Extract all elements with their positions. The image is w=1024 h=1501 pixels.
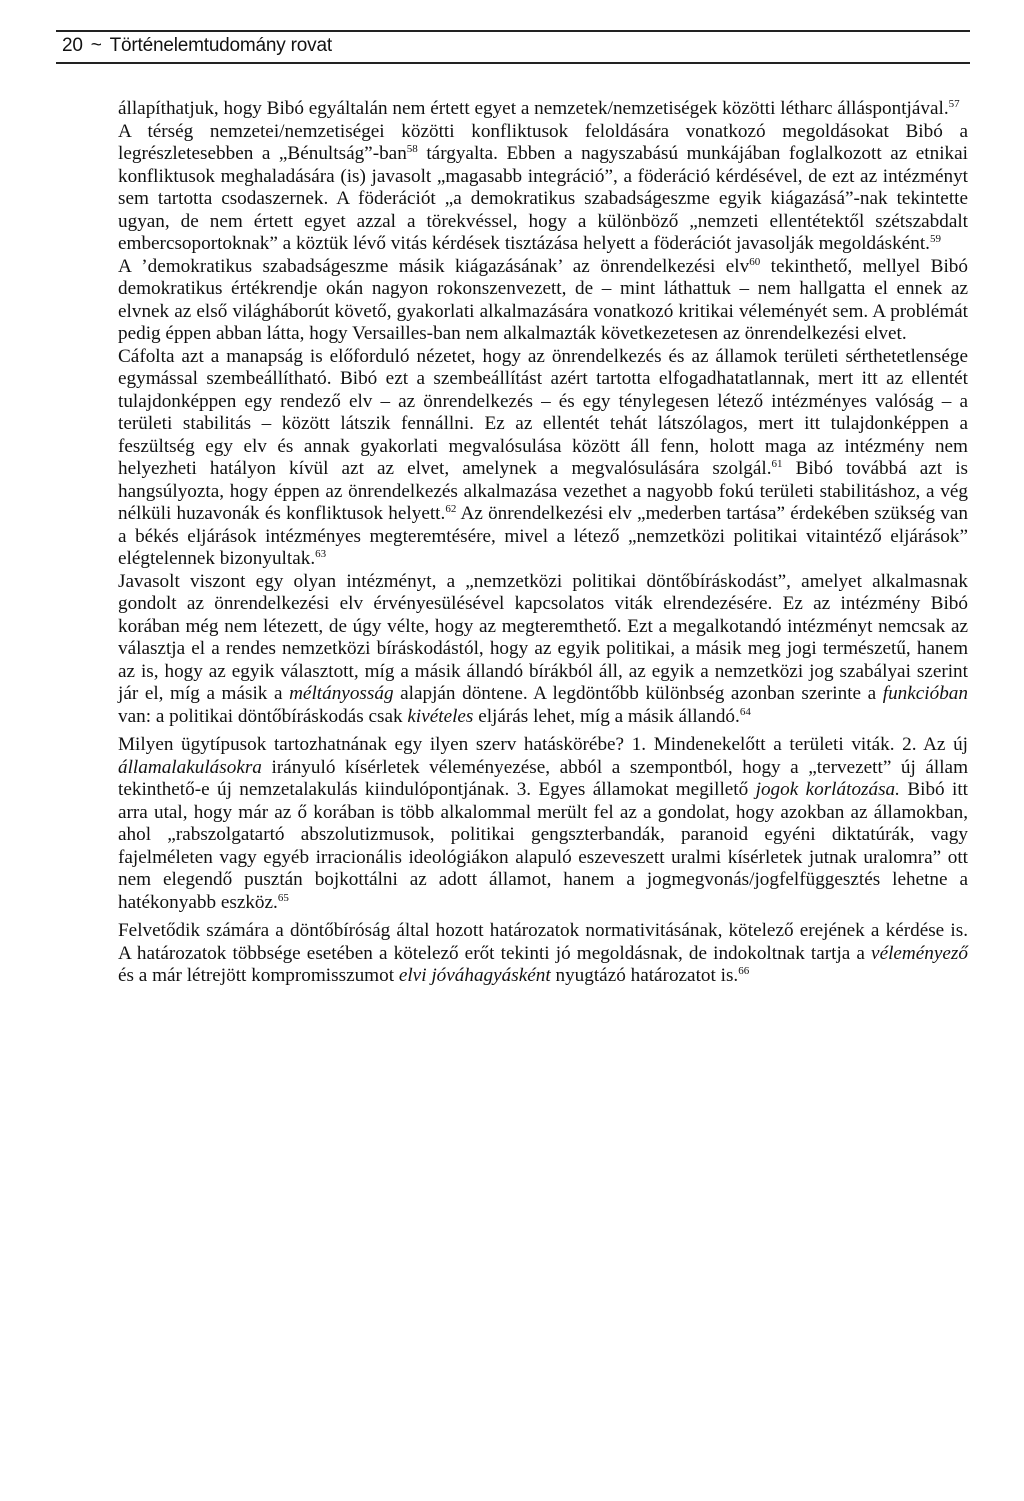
text-run: irányuló kísérletek véleményezése, abból a szempontból, hogy a „tervezett” új állam tekinthető-e új nemzetalakulás kiindulópontjának. 3. Egyes államokat megillető — [118, 756, 968, 800]
paragraph — [118, 920, 968, 988]
footnote-ref: 62 — [445, 503, 457, 515]
text-run: és a már létrejött kompromisszumot — [118, 965, 399, 986]
footnote-ref: 63 — [315, 548, 327, 560]
text-run: tárgyalta. Ebben a nagyszabású munkájában foglalkozott az etnikai konfliktusok meghaladására (is) javasolt „magasabb integráció”, a föderáció kérdésével, de ezt az intézményt sem tartotta csodaszernek. A föderációt „a demokratikus szabadságeszme egyik kiágazásá”-nak tekintette ugyan, de nem értett egyet azzal a törekvéssel, hogy a különböző „nemzeti ellentétektől szétszabdalt embercsoportoknak” a köztük lévő vitás kérdések tisztázása helyett a föderációt javasolják megoldásként. — [118, 143, 968, 254]
text-run: Milyen ügytípusok tartozhatnának egy ilyen szerv hatáskörébe? 1. Mindenekelőtt a területi viták. 2. Az új — [118, 734, 968, 755]
emphasis-text: kivételes — [407, 705, 474, 727]
text-run: tekinthető, mellyel Bibó demokratikus értékrendje okán nagyon rokonszenvezett, de – mint láthattuk – nem hallgatta el ennek az elvnek az első világháborút követő, gyakorlati alkalmazására vonatkozó kritikai véleményét sem. A problémát pedig éppen abban látta, hogy Versailles-ban nem alkalmazták következetesen az önrendelkezési elvet. — [118, 255, 968, 344]
footnote-ref: 58 — [406, 143, 418, 155]
paragraph — [118, 734, 968, 914]
text-run: nyugtázó határozatot is. — [550, 965, 739, 986]
text-run: van: a politikai döntőbíráskodás csak — [118, 705, 408, 727]
emphasis-text: jogok korlátozása. — [755, 779, 900, 800]
body-text — [118, 98, 968, 988]
emphasis-text: véleményező — [871, 942, 968, 964]
emphasis-text: elvi jóváhagyásként — [398, 965, 551, 986]
section-title: Történelemtudomány rovat — [109, 35, 332, 56]
footnote-ref: 60 — [749, 255, 761, 268]
text-run: A ’demokratikus szabadságeszme másik kiágazásának’ az önrendelkezési elv — [118, 255, 750, 277]
text-run: Bibó itt arra utal, hogy már az ő korában is több alkalommal merült fel az a gondolat, hogy azokban az államokban, ahol „rabszolgatartó abszolutizmusok, politikai gengszterbandák, paranoid egyéni diktatúrák, vagy fajelméleten vagy egyéb irracionális ideológiákon alapuló eszeveszett uralmi kísérletek jutnak uralomra” ott nem elegendő pusztán bojkottálni az adott államot, hanem a jogmegvonás/jogfelfüggesztés lehetne a hatékonyabb eszköz. — [118, 779, 968, 913]
text-run: eljárás lehet, míg a másik állandó. — [473, 705, 740, 727]
emphasis-text: funkcióban — [882, 683, 968, 704]
footnote-ref: 64 — [739, 705, 751, 718]
paragraph — [118, 121, 968, 256]
text-run: A térség nemzetei/nemzetiségei közötti konfliktusok feloldására vonatkozó megoldásokat Bibó a legrészletesebben a „Bénultság”-ban — [118, 120, 968, 164]
running-header — [56, 30, 970, 64]
footnote-ref: 59 — [929, 233, 941, 245]
text-run: Az önrendelkezési elv „mederben tartása” érdekében szükség van a békés eljárások intézményes megteremtésére, mivel a létező „nemzetközi politikai vitaintéző eljárások” elégtelennek bizonyultak. — [118, 503, 968, 569]
footnote-ref: 57 — [948, 98, 960, 110]
page-number: 20 — [62, 35, 83, 56]
paragraph — [118, 571, 968, 729]
text-run: Bibó továbbá azt is hangsúlyozta, hogy éppen az önrendelkezés alkalmazása vezethet a nagyobb fokú területi stabilitáshoz, a vég nélküli huzavonák és konfliktusok helyett. — [118, 458, 969, 524]
emphasis-text: méltányosság — [289, 683, 394, 704]
text-run: állapíthatjuk, hogy Bibó egyáltalán nem értett egyet a nemzetek/nemzetiségek közötti létharc álláspontjával. — [118, 98, 949, 119]
text-run: alapján döntene. A legdöntőbb különbség azonban szerinte a — [393, 683, 883, 704]
emphasis-text: államalakulásokra — [118, 756, 262, 778]
footnote-ref: 65 — [277, 891, 289, 904]
text-run: Felvetődik számára a döntőbíróság által hozott határozatok normativitásának, kötelező erejének a kérdése is. A határozatok többsége esetében a kötelező erőt tekinti jó megoldásnak, de indokoltnak tartja a — [118, 920, 968, 964]
paragraph — [118, 98, 968, 121]
paragraph — [118, 346, 968, 571]
text-run: Javasolt viszont egy olyan intézményt, a „nemzetközi politikai döntőbíráskodást”, amelyet alkalmasnak gondolt az önrendelkezési elv érvényesülésével kapcsolatos viták elrendezésére. Ez az intézmény Bibó korában még nem létezett, de úgy vélte, hogy az megteremthető. Ezt a megalkotandó intézményt nemcsak az választja el a rendes nemzetközi bíráskodástól, hogy az egyik politikai, a másik meg jogi természetű, hanem az is, hogy az egyik választott, míg a másik állandó bírákból áll, az egyik a nemzetközi jog szabályai szerint jár el, míg a másik a — [118, 570, 968, 704]
footnote-ref: 61 — [771, 458, 783, 470]
text-run: Cáfolta azt a manapság is előforduló nézetet, hogy az önrendelkezés és az államok területi sérthetetlensége egymással szembeállítható. Bibó ezt a szembeállítást azért tartotta elfogadhatatlannak, mert itt az ellentét tulajdonképpen egy rendező elv – az önrendelkezés – és egy ténylegesen létező intézményes valóság – a területi stabilitás – között látszik fennállni. Ez az ellentét tehát látszólagos, mert itt tulajdonképpen a feszültség egy elv és annak gyakorlati megvalósulása között áll fenn, holott maga az intézmény nem helyezheti hatályon kívül azt az elvet, amelynek a megvalósulására szolgál. — [118, 345, 968, 479]
footnote-ref: 66 — [738, 965, 750, 977]
paragraph — [118, 256, 968, 346]
header-separator: ~ — [90, 35, 102, 56]
